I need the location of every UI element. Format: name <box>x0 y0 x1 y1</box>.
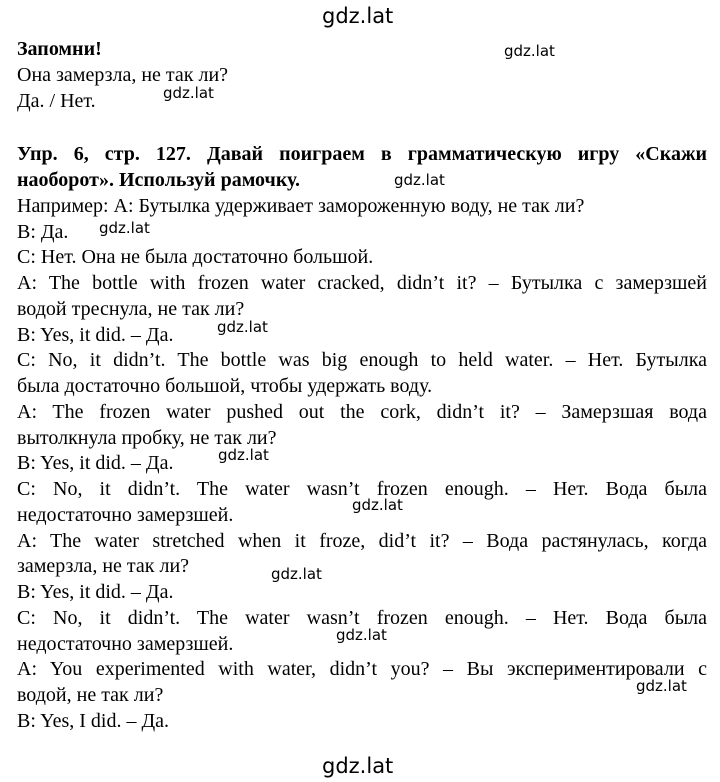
exercise-heading-line-2: наоборот». Используй рамочку. <box>17 169 301 191</box>
watermark-text: gdz.lat <box>352 496 403 514</box>
exercise-line: B: Yes, it did. – Да. <box>17 581 174 603</box>
exercise-line: A: You experimented with water, didn’t you? – Вы экспериментировали с <box>17 658 707 680</box>
exercise-line: замерзла, не так ли? <box>17 555 190 577</box>
exercise-line: A: The water stretched when it froze, did’t it? – Вода растянулась, когда <box>17 530 707 552</box>
exercise-line: В: Да. <box>17 221 69 243</box>
exercise-line: недостаточно замерзшей. <box>17 633 234 655</box>
exercise-line: A: The frozen water pushed out the cork, didn’t it? – Замерзшая вода <box>17 401 707 423</box>
exercise-line: C: No, it didn’t. The bottle was big enough to held water. – Нет. Бутылка <box>17 349 707 371</box>
watermark-text: gdz.lat <box>163 84 214 102</box>
exercise-line: недостаточно замерзшей. <box>17 504 234 526</box>
exercise-line: C: No, it didn’t. The water wasn’t frozen enough. – Нет. Вода была <box>17 607 707 629</box>
remember-line-2: Да. / Нет. <box>17 90 96 112</box>
watermark-text: gdz.lat <box>336 626 387 644</box>
exercise-line: B: Yes, I did. – Да. <box>17 710 169 732</box>
exercise-line: водой, не так ли? <box>17 684 164 706</box>
watermark-text: gdz.lat <box>217 318 268 336</box>
watermark-text: gdz.lat <box>636 677 687 695</box>
watermark-text: gdz.lat <box>394 171 445 189</box>
exercise-heading-line-1: Упр. 6, стр. 127. Давай поиграем в грамматическую игру «Скажи <box>17 143 707 165</box>
watermark-text: gdz.lat <box>322 754 394 778</box>
document-page <box>17 0 707 782</box>
exercise-line: B: Yes, it did. – Да. <box>17 452 174 474</box>
exercise-line: водой треснула, не так ли? <box>17 298 245 320</box>
watermark-text: gdz.lat <box>99 219 150 237</box>
remember-title: Запомни! <box>17 38 102 60</box>
watermark-text: gdz.lat <box>271 565 322 583</box>
exercise-line: B: Yes, it did. – Да. <box>17 324 174 346</box>
exercise-line: Например: А: Бутылка удерживает замороженную воду, не так ли? <box>17 195 585 217</box>
exercise-line: вытолкнула пробку, не так ли? <box>17 427 277 449</box>
exercise-line: C: No, it didn’t. The water wasn’t frozen enough. – Нет. Вода была <box>17 478 707 500</box>
exercise-line: была достаточно большой, чтобы удержать воду. <box>17 375 433 397</box>
exercise-line: A: The bottle with frozen water cracked, didn’t it? – Бутылка с замерзшей <box>17 272 707 294</box>
remember-line-1: Она замерзла, не так ли? <box>17 64 229 86</box>
watermark-text: gdz.lat <box>504 42 555 60</box>
watermark-text: gdz.lat <box>218 446 269 464</box>
watermark-text: gdz.lat <box>322 4 394 28</box>
exercise-line: С: Нет. Она не была достаточно большой. <box>17 246 374 268</box>
